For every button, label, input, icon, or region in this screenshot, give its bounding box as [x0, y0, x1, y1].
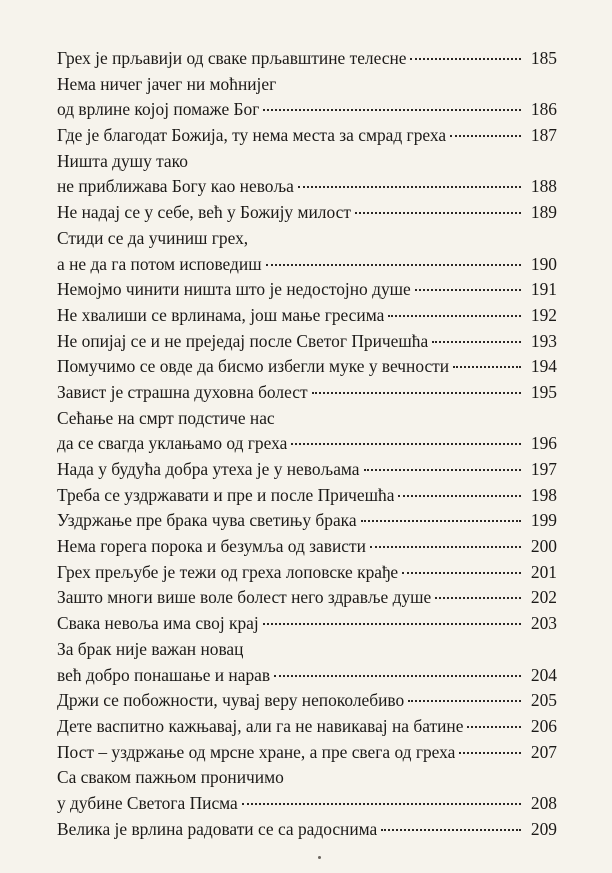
toc-entry-page-number: 187: [530, 125, 557, 146]
toc-entry: [57, 200, 557, 226]
toc-entry: [57, 97, 557, 123]
toc-entry-page-number: 189: [530, 202, 557, 223]
dot-leader: [263, 623, 521, 625]
toc-entry-title: од врлине којој помаже Бог: [57, 99, 260, 120]
dot-leader: [242, 803, 521, 805]
dot-leader: [361, 520, 521, 522]
toc-entry: [57, 226, 557, 252]
toc-entry: [57, 123, 557, 149]
toc-entry-page-number: 192: [530, 304, 557, 325]
toc-entry-title: За брак није важан новац: [57, 638, 244, 659]
dot-leader: [415, 289, 521, 291]
toc-entry: [57, 817, 557, 843]
dot-leader: [298, 186, 521, 188]
toc-entry-title: Немојмо чинити ништа што је недостојно душе: [57, 279, 411, 300]
toc-entry-title: Свака невоља има свој крај: [57, 613, 259, 634]
toc-entry: [57, 765, 557, 791]
toc-entry: [57, 611, 557, 637]
toc-entry-page-number: 208: [530, 792, 557, 813]
toc-entry: [57, 688, 557, 714]
dot-leader: [410, 58, 521, 60]
toc-entry: [57, 457, 557, 483]
toc-entry: [57, 483, 557, 509]
toc-entry-page-number: 199: [530, 510, 557, 531]
toc-entry: [57, 149, 557, 175]
toc-entry-title: већ добро понашање и нарав: [57, 664, 271, 685]
toc-entry: [57, 380, 557, 406]
toc-entry-title: не приближава Богу као невоља: [57, 176, 294, 197]
toc-entry-title: Пост – уздржање од мрсне хране, а пре свега од греха: [57, 741, 456, 762]
dot-leader: [388, 315, 521, 317]
toc-entry-page-number: 204: [530, 664, 557, 685]
toc-entry-title: у дубине Светога Писма: [57, 792, 238, 813]
dot-leader: [432, 341, 521, 343]
toc-entry-title: Не опијај се и не преједај после Светог Причешћа: [57, 330, 429, 351]
dot-leader: [263, 109, 521, 111]
toc-entry-title: Треба се уздржавати и пре и после Причешћа: [57, 484, 395, 505]
toc-entry-title: Не хвалиши се врлинама, још мање гресима: [57, 304, 385, 325]
toc-entry: [57, 277, 557, 303]
toc-entry-title: Нада у будућа добра утеха је у невољама: [57, 459, 360, 479]
toc-entry-page-number: 193: [530, 330, 557, 351]
toc-entry: [57, 303, 557, 329]
toc-entry-page-number: 194: [530, 356, 557, 377]
dot-leader: [435, 597, 521, 599]
toc-entry-page-number: 206: [530, 715, 557, 736]
toc-entry-title: Помучимо се овде да бисмо избегли муке у вечности: [57, 356, 450, 377]
toc-entry-page-number: 205: [530, 690, 557, 711]
toc-entry-page-number: 207: [530, 741, 557, 762]
toc-entry-title: Не надај се у себе, већ у Божију милост: [57, 202, 351, 223]
toc-entry-page-number: 190: [530, 253, 557, 274]
toc-entry-page-number: 185: [530, 48, 557, 68]
dot-leader: [450, 135, 521, 137]
toc-entry: [57, 663, 557, 689]
toc-entry: [57, 46, 557, 72]
toc-entry: [57, 560, 557, 586]
table-of-contents: [57, 46, 557, 842]
toc-entry-title: Дете васпитно кажњавај, али га не навикавај на батине: [57, 715, 464, 736]
toc-entry: [57, 252, 557, 278]
toc-entry-title: Завист је страшна духовна болест: [57, 381, 308, 402]
dot-leader: [467, 726, 521, 728]
dot-leader: [398, 495, 521, 497]
toc-entry-page-number: 198: [530, 484, 557, 505]
dot-leader: [266, 264, 521, 266]
toc-entry-title: Ништа душу тако: [57, 150, 188, 171]
dot-leader: [402, 572, 521, 574]
toc-entry: [57, 585, 557, 611]
toc-entry-title: Сећање на смрт подстиче нас: [57, 407, 275, 428]
toc-entry: [57, 329, 557, 355]
toc-entry: [57, 534, 557, 560]
toc-entry-page-number: 209: [530, 818, 557, 839]
toc-entry-title: Стиди се да учиниш грех,: [57, 227, 249, 248]
toc-entry-page-number: 186: [530, 99, 557, 120]
toc-entry-title: Држи се побожности, чувај веру непоколебиво: [57, 690, 405, 711]
toc-entry: [57, 72, 557, 98]
toc-entry: [57, 354, 557, 380]
toc-entry-title: Зашто многи више воле болест него здравље душе: [57, 587, 432, 608]
toc-entry: [57, 791, 557, 817]
dot-leader: [291, 443, 521, 445]
dot-leader: [453, 366, 521, 368]
toc-entry-title: а не да га потом исповедиш: [57, 253, 262, 274]
toc-entry: [57, 508, 557, 534]
dot-leader: [312, 392, 521, 394]
dot-leader: [408, 700, 521, 702]
dot-leader: [459, 752, 521, 754]
dot-leader: [381, 829, 521, 831]
toc-entry-page-number: 203: [530, 613, 557, 634]
toc-entry-title: Са сваком пажњом проничимо: [57, 767, 284, 788]
toc-entry: [57, 714, 557, 740]
toc-entry: [57, 637, 557, 663]
toc-entry-page-number: 196: [530, 433, 557, 454]
toc-entry-title: Уздржање пре брака чува светињу брака: [57, 510, 357, 531]
toc-entry-title: Нема горега порока и безумља од зависти: [57, 536, 366, 557]
page-speck: [318, 856, 321, 859]
toc-entry: [57, 406, 557, 432]
dot-leader: [274, 675, 521, 677]
dot-leader: [370, 546, 521, 548]
toc-entry: [57, 431, 557, 457]
toc-entry-title: Где је благодат Божија, ту нема места за смрад греха: [57, 125, 447, 146]
toc-entry: [57, 174, 557, 200]
toc-entry-title: да се свагда уклањамо од греха: [57, 433, 288, 454]
toc-entry: [57, 740, 557, 766]
toc-entry-title: Грех прељубе је тежи од греха лоповске крађе: [57, 561, 399, 582]
dot-leader: [364, 469, 521, 471]
toc-entry-page-number: 188: [530, 176, 557, 197]
toc-entry-title: Грех је прљавији од сваке прљавштине телесне: [57, 48, 407, 68]
toc-entry-title: Велика је врлина радовати се са радоснима: [57, 818, 378, 839]
toc-entry-page-number: 195: [530, 381, 557, 402]
dot-leader: [355, 212, 521, 214]
toc-entry-page-number: 202: [530, 587, 557, 608]
toc-entry-page-number: 197: [530, 459, 557, 479]
toc-entry-page-number: 200: [530, 536, 557, 557]
toc-entry-page-number: 201: [530, 561, 557, 582]
toc-entry-title: Нема ничег јачег ни моћнијег: [57, 73, 277, 94]
toc-entry-page-number: 191: [530, 279, 557, 300]
